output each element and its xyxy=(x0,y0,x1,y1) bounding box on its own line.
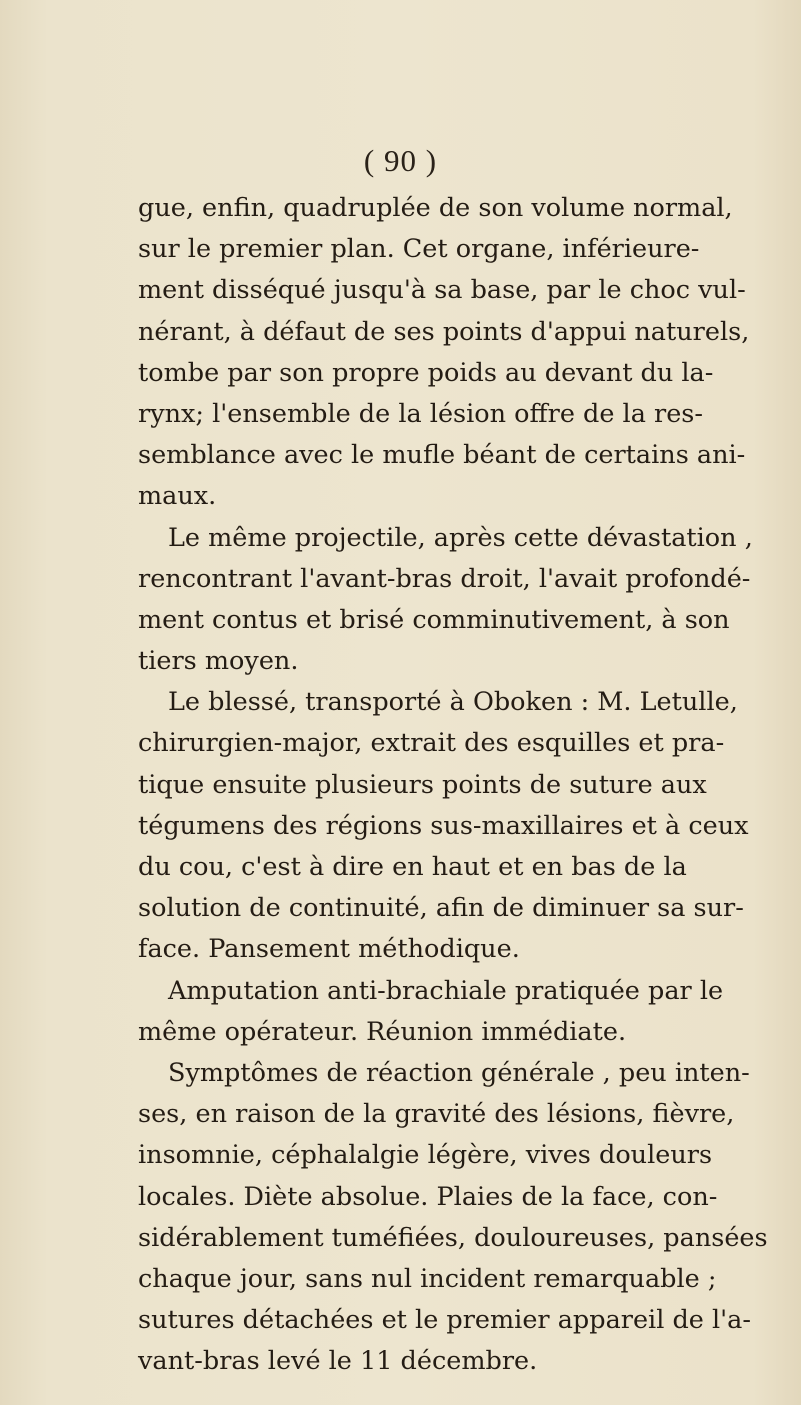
text-line: face. Pansement méthodique. xyxy=(138,934,520,965)
text-line: Amputation anti-brachiale pratiquée par le xyxy=(168,975,724,1006)
text-line: tiers moyen. xyxy=(138,646,299,677)
text-line: chirurgien-major, extrait des esquilles et pra- xyxy=(138,728,725,759)
text-line: ses, en raison de la gravité des lésions, fièvre, xyxy=(138,1099,735,1130)
text-line: tégumens des régions sus-maxillaires et à ceux xyxy=(138,810,749,841)
text-line: gue, enfin, quadruplée de son volume normal, xyxy=(138,193,733,223)
text-line: vant-bras levé le 11 décembre. xyxy=(138,1346,538,1377)
text-line: sur le premier plan. Cet organe, inférieure- xyxy=(138,234,700,265)
text-line: maux. xyxy=(138,481,217,512)
text-line: Symptômes de réaction générale , peu inten- xyxy=(168,1057,750,1088)
text-line: ment contus et brisé comminutivement, à son xyxy=(138,604,730,635)
text-line: sutures détachées et le premier appareil de l'a- xyxy=(138,1305,751,1336)
text-line: Le même projectile, après cette dévastation , xyxy=(168,522,753,553)
text-line: même opérateur. Réunion immédiate. xyxy=(138,1016,627,1047)
text-line: insomnie, céphalalgie légère, vives douleurs xyxy=(138,1140,713,1171)
page-number: ( 90 ) xyxy=(363,143,438,178)
body-text xyxy=(138,188,790,1382)
text-line: nérant, à défaut de ses points d'appui naturels, xyxy=(138,316,750,347)
text-line: locales. Diète absolue. Plaies de la face, con- xyxy=(138,1181,718,1212)
text-line: tombe par son propre poids au devant du la- xyxy=(138,357,714,388)
text-line: semblance avec le mufle béant de certains ani- xyxy=(138,440,746,471)
text-line: tique ensuite plusieurs points de suture aux xyxy=(138,769,707,800)
text-line: ment disséqué jusqu'à sa base, par le choc vul- xyxy=(138,275,746,306)
text-line: rencontrant l'avant-bras droit, l'avait profondé- xyxy=(138,563,751,594)
text-line: solution de continuité, afin de diminuer sa sur- xyxy=(138,893,744,924)
text-line: chaque jour, sans nul incident remarquable ; xyxy=(138,1263,717,1294)
text-line: rynx; l'ensemble de la lésion offre de la res- xyxy=(138,398,703,429)
text-line: sidérablement tuméfiées, douloureuses, pansées xyxy=(138,1222,768,1253)
text-line: Le blessé, transporté à Oboken : M. Letulle, xyxy=(168,687,738,718)
text-line: du cou, c'est à dire en haut et en bas de la xyxy=(138,852,687,882)
